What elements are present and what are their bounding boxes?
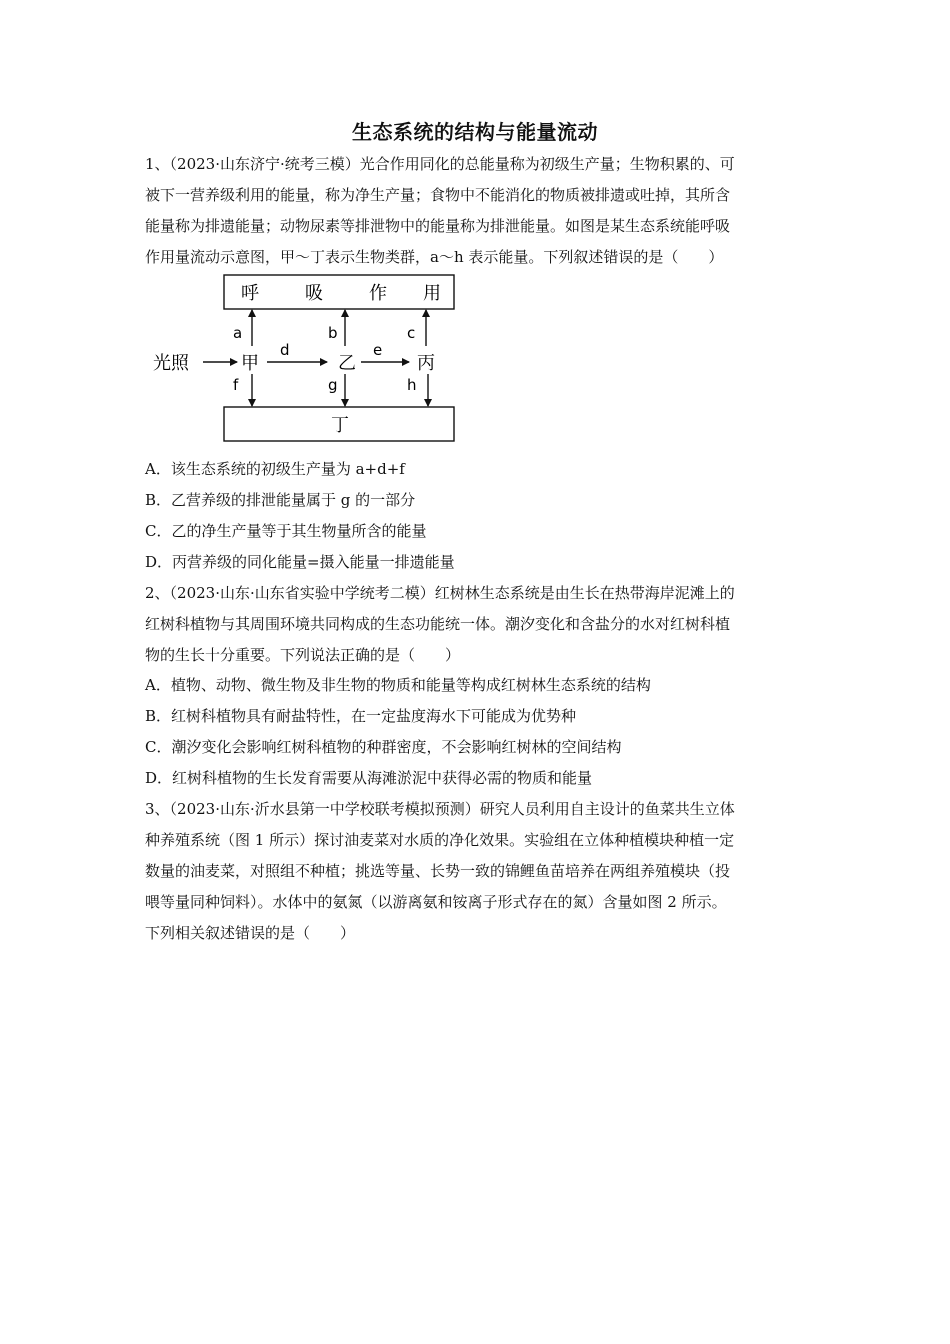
q2-line-1: 2、（2023·山东·山东省实验中学统考二模）红树林生态系统是由生长在热带海岸泥滩上的: [145, 584, 735, 602]
q1-line-2: 被下一营养级利用的能量，称为净生产量；食物中不能消化的物质被排遗或吐掉，其所含: [145, 186, 731, 204]
q2-option-d: D．红树科植物的生长发育需要从海滩淤泥中获得必需的物质和能量: [145, 769, 593, 787]
question-1-stem: [145, 149, 805, 273]
node-yi: 乙: [338, 353, 356, 374]
q3-line-1: 3、（2023·山东·沂水县第一中学校联考模拟预测）研究人员利用自主设计的鱼菜共生立体: [145, 800, 735, 818]
label-a: a: [233, 324, 243, 342]
node-bing: 丙: [417, 353, 435, 374]
label-c: c: [407, 324, 416, 342]
label-e: e: [373, 341, 383, 359]
q3-line-4: 喂等量同种饲料）。水体中的氨氮（以游离氨和铵离子形式存在的氮）含量如图 2 所示。: [145, 893, 727, 911]
decomposer-label: 丁: [331, 415, 349, 436]
q1-option-d: D．丙营养级的同化能量=摄入能量一排遗能量: [145, 553, 455, 571]
q2-option-a: A．植物、动物、微生物及非生物的物质和能量等构成红树林生态系统的结构: [145, 676, 651, 694]
q2-option-c: C．潮汐变化会影响红树科植物的种群密度，不会影响红树林的空间结构: [145, 738, 622, 756]
q1-option-a: A．该生态系统的初级生产量为 a+d+f: [145, 460, 405, 478]
q1-line-1: 1、（2023·山东济宁·统考三模）光合作用同化的总能量称为初级生产量；生物积累的、可: [145, 155, 735, 173]
q1-option-c: C．乙的净生产量等于其生物量所含的能量: [145, 522, 427, 540]
question-2-stem: [145, 578, 805, 671]
q3-line-3: 数量的油麦菜，对照组不种植；挑选等量、长势一致的锦鲤鱼苗培养在两组养殖模块（投: [145, 862, 731, 880]
q3-line-2: 种养殖系统（图 1 所示）探讨油麦菜对水质的净化效果。实验组在立体种植模块种植一定: [145, 831, 735, 849]
label-d: d: [280, 341, 290, 359]
label-g: g: [328, 376, 338, 394]
q1-option-b: B．乙营养级的排泄能量属于 g 的一部分: [145, 491, 416, 509]
respiration-char-2: 吸: [305, 283, 323, 304]
q3-line-5: 下列相关叙述错误的是（ ）: [145, 924, 356, 942]
q2-line-3: 物的生长十分重要。下列说法正确的是（ ）: [145, 646, 461, 664]
q1-line-3: 能量称为排遗能量；动物尿素等排泄物中的能量称为排泄能量。如图是某生态系统能呼吸: [145, 217, 731, 235]
q2-option-b: B．红树科植物具有耐盐特性，在一定盐度海水下可能成为优势种: [145, 707, 577, 725]
label-b: b: [328, 324, 338, 342]
q2-line-2: 红树科植物与其周围环境共同构成的生态功能统一体。潮汐变化和含盐分的水对红树科植: [145, 615, 731, 633]
q1-line-4: 作用量流动示意图，甲～丁表示生物类群，a～h 表示能量。下列叙述错误的是（ ）: [145, 248, 724, 266]
node-jia: 甲: [241, 353, 259, 374]
question-3-stem: [145, 794, 805, 949]
light-label: 光照: [153, 353, 189, 374]
energy-flow-diagram: [145, 268, 475, 450]
label-h: h: [407, 376, 417, 394]
page-title: 生态系统的结构与能量流动: [352, 120, 598, 144]
respiration-char-1: 呼: [241, 283, 259, 304]
respiration-char-4: 用: [423, 283, 441, 304]
label-f: f: [233, 376, 239, 394]
respiration-char-3: 作: [369, 283, 387, 304]
